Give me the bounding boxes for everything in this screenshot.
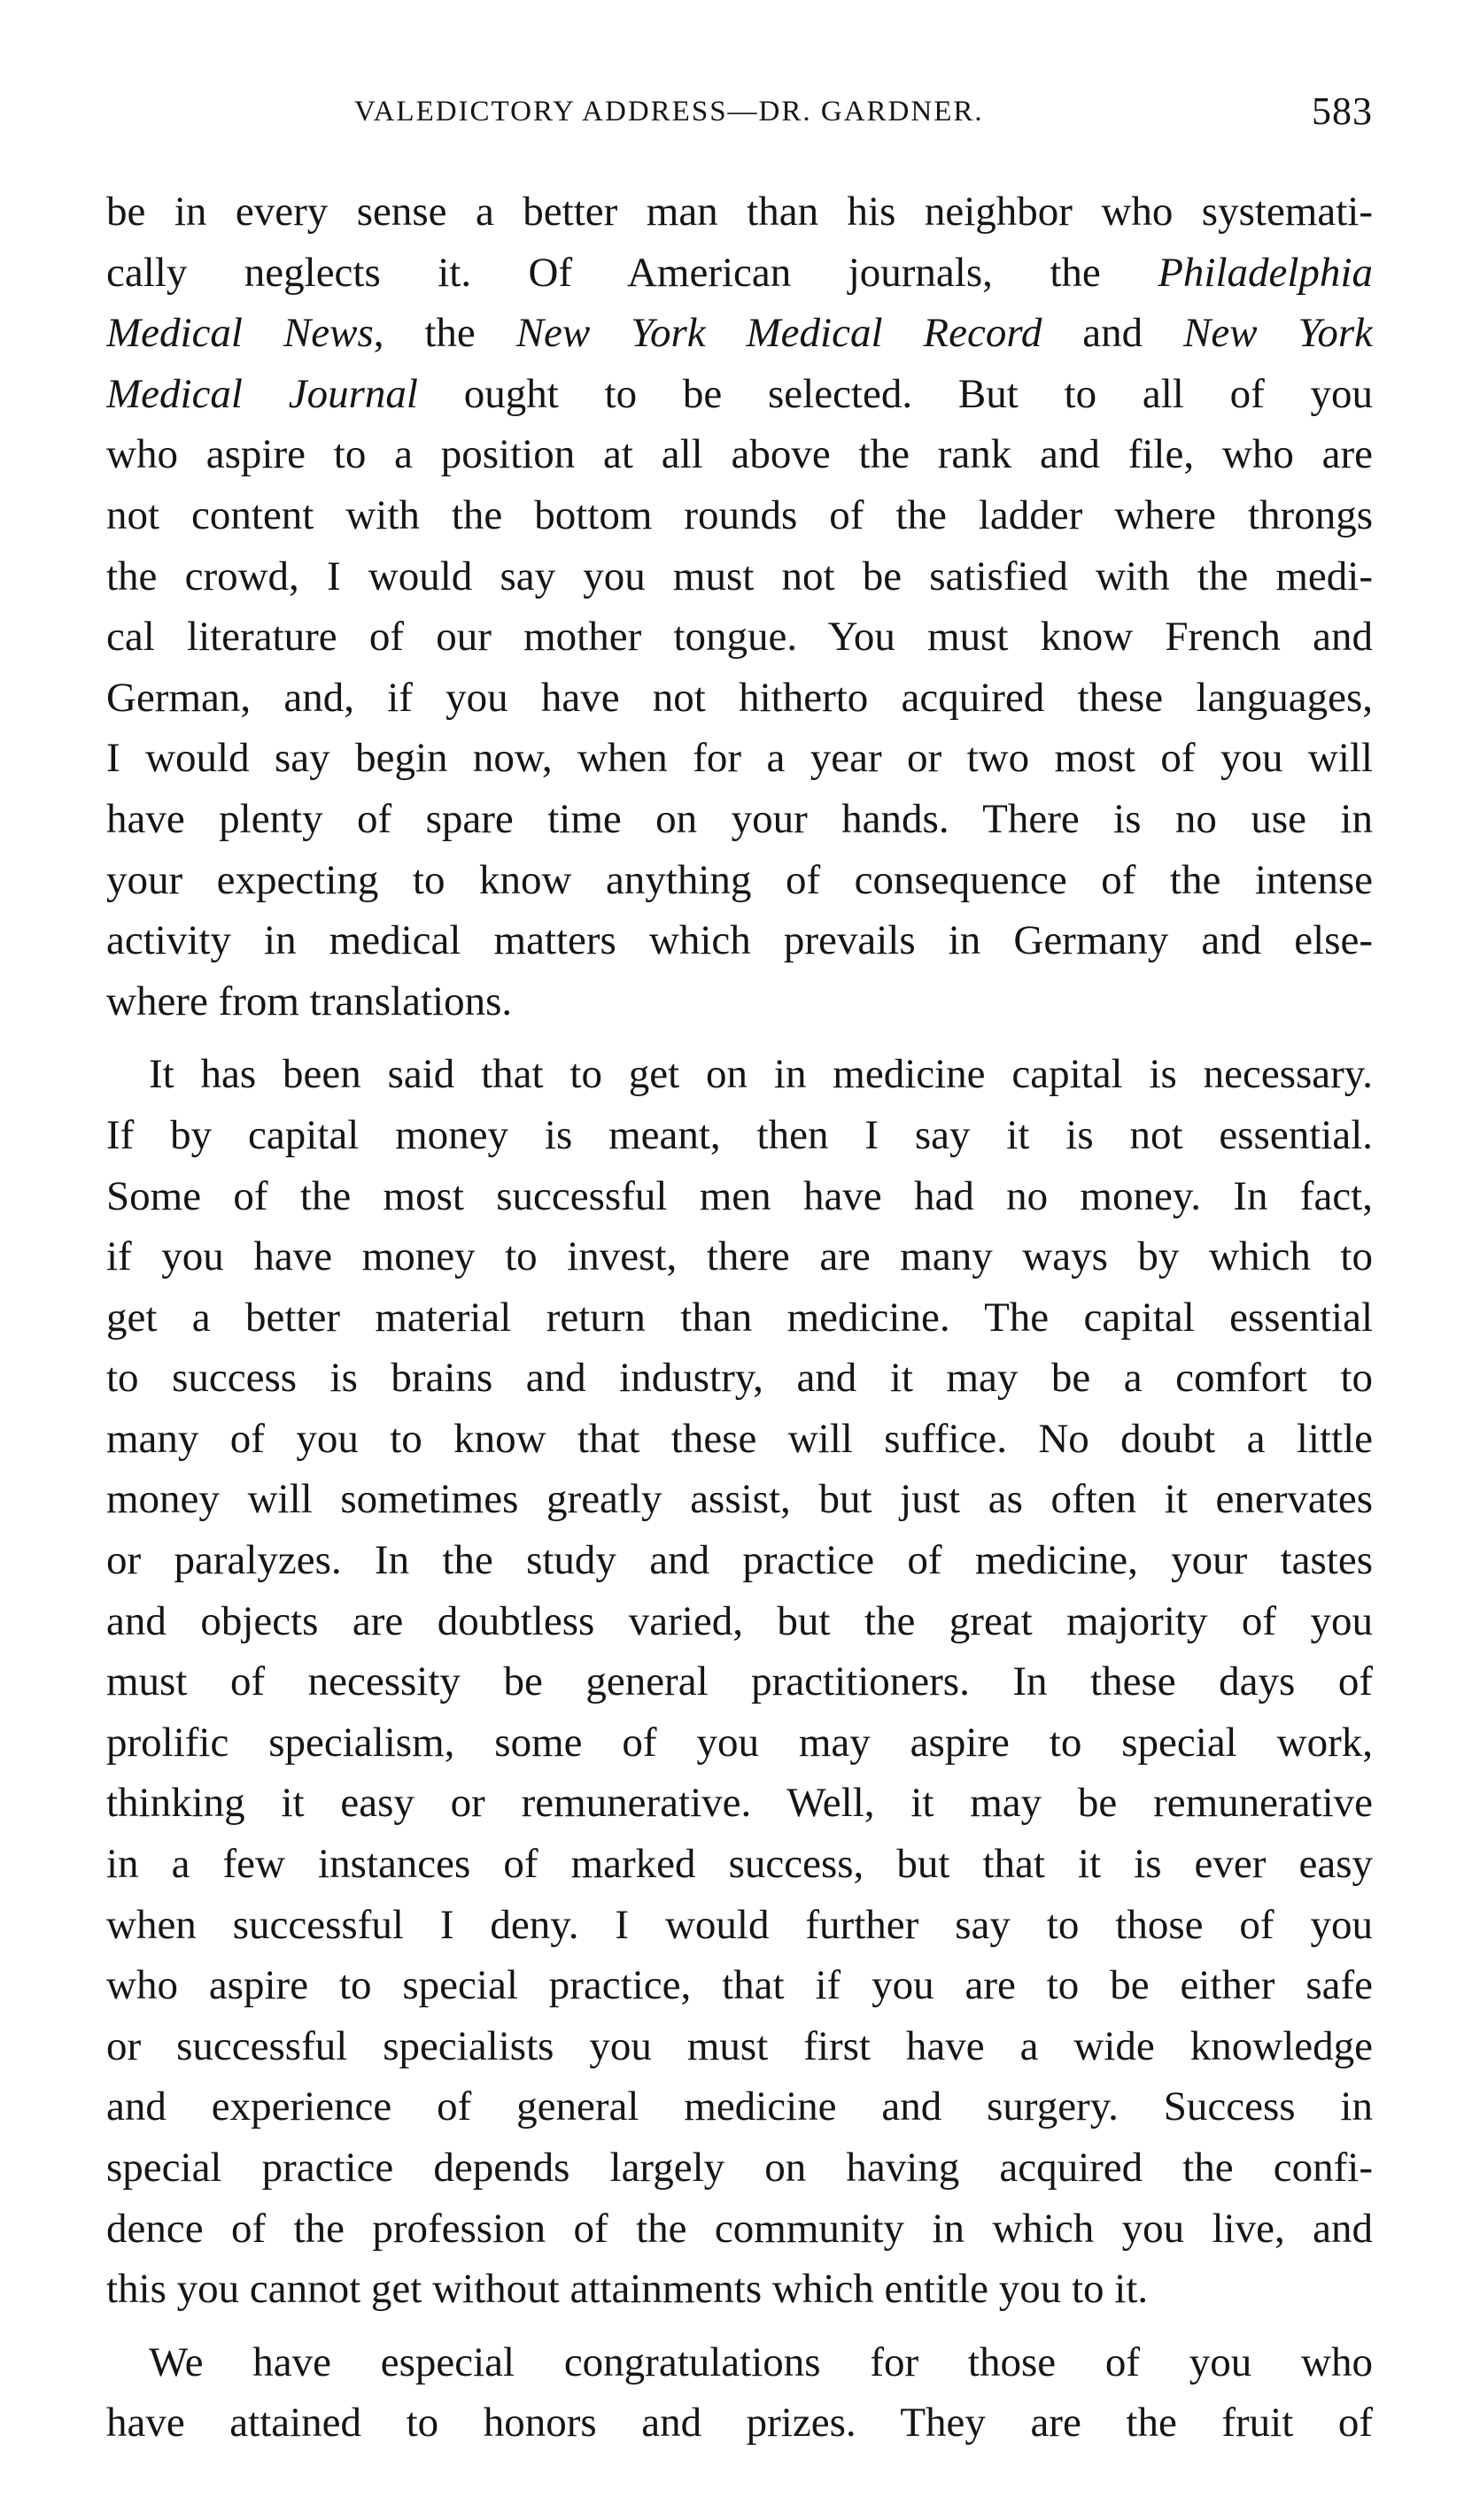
- text-line: or paralyzes. In the study and practice of medicine, your tastes: [106, 1537, 1373, 1584]
- italic-title: Philadelphia: [1158, 249, 1373, 296]
- italic-title: Medical News: [106, 310, 374, 357]
- text-line: must of necessity be general practitioners. In these days of: [106, 1658, 1373, 1705]
- text-line: cal literature of our mother tongue. You must know French and: [106, 614, 1373, 661]
- text-fragment: ought to be selected. But to all of you: [417, 370, 1373, 417]
- running-title: VALEDICTORY ADDRESS—DR. GARDNER.: [354, 96, 984, 128]
- body-text: [106, 182, 1373, 2454]
- text-line: activity in medical matters which prevails in Germany and else-: [106, 917, 1373, 964]
- text-line: If by capital money is meant, then I say it is not essential.: [106, 1111, 1373, 1158]
- text-line: German, and, if you have not hitherto acquired these languages,: [106, 674, 1373, 721]
- text-line: have plenty of spare time on your hands. There is no use in: [106, 795, 1373, 842]
- text-line: We have especial congratulations for those of you who: [149, 2338, 1373, 2385]
- text-line: I would say begin now, when for a year or two most of you will: [106, 735, 1373, 782]
- text-line: if you have money to invest, there are many ways by which to: [106, 1233, 1373, 1280]
- text-line: dence of the profession of the community in which you live, and: [106, 2205, 1373, 2252]
- page-number: 583: [1312, 89, 1373, 133]
- text-line: have attained to honors and prizes. They are the fruit of: [106, 2400, 1373, 2447]
- text-line: many of you to know that these will suffice. No doubt a little: [106, 1415, 1373, 1462]
- text-line: be in every sense a better man than his neighbor who systemati-: [106, 189, 1373, 235]
- italic-title: Medical Journal: [106, 370, 418, 417]
- text-line: or successful specialists you must first have a wide knowledge: [106, 2022, 1373, 2069]
- italic-title: New York: [1183, 310, 1373, 357]
- text-line: and experience of general medicine and surgery. Success in: [106, 2083, 1373, 2130]
- text-line: special practice depends largely on having acquired the confi-: [106, 2145, 1373, 2191]
- text-line: money will sometimes greatly assist, but just as often it enervates: [106, 1476, 1373, 1523]
- running-head: [106, 89, 1373, 149]
- paragraph-2: [106, 1044, 1373, 2319]
- text-line: Some of the most successful men have had no money. In fact,: [106, 1172, 1373, 1219]
- text-line: [106, 364, 1373, 425]
- text-line: who aspire to a position at all above the rank and file, who are: [106, 431, 1373, 478]
- text-line: thinking it easy or remunerative. Well, it may be remunerative: [106, 1780, 1373, 1827]
- text-line: in a few instances of marked success, but that it is ever easy: [106, 1841, 1373, 1888]
- text-fragment: , the: [373, 310, 516, 357]
- text-line: [106, 303, 1373, 364]
- paragraph-1: [106, 182, 1373, 1032]
- text-line: your expecting to know anything of consequence of the intense: [106, 856, 1373, 903]
- paragraph-3: [106, 2332, 1373, 2454]
- text-line: not content with the bottom rounds of the ladder where throngs: [106, 491, 1373, 538]
- text-line: It has been said that to get on in medicine capital is necessary.: [149, 1051, 1373, 1098]
- text-line: and objects are doubtless varied, but the great majority of you: [106, 1597, 1373, 1644]
- text-line: this you cannot get without attainments which entitle you to it.: [106, 2266, 1149, 2313]
- text-line: where from translations.: [106, 978, 513, 1024]
- text-line: get a better material return than medicine. The capital essential: [106, 1294, 1373, 1341]
- text-line: when successful I deny. I would further say to those of you: [106, 1901, 1373, 1948]
- text-line: [106, 243, 1373, 304]
- text-fragment: and: [1042, 310, 1184, 357]
- text-line: prolific specialism, some of you may aspire to special work,: [106, 1719, 1373, 1766]
- text-line: the crowd, I would say you must not be satisfied with the medi-: [106, 553, 1373, 599]
- text-fragment: cally neglects it. Of American journals, the: [106, 249, 1158, 296]
- text-line: to success is brains and industry, and it may be a comfort to: [106, 1355, 1373, 1402]
- italic-title: New York Medical Record: [515, 310, 1042, 357]
- text-line: who aspire to special practice, that if you are to be either safe: [106, 1962, 1373, 2009]
